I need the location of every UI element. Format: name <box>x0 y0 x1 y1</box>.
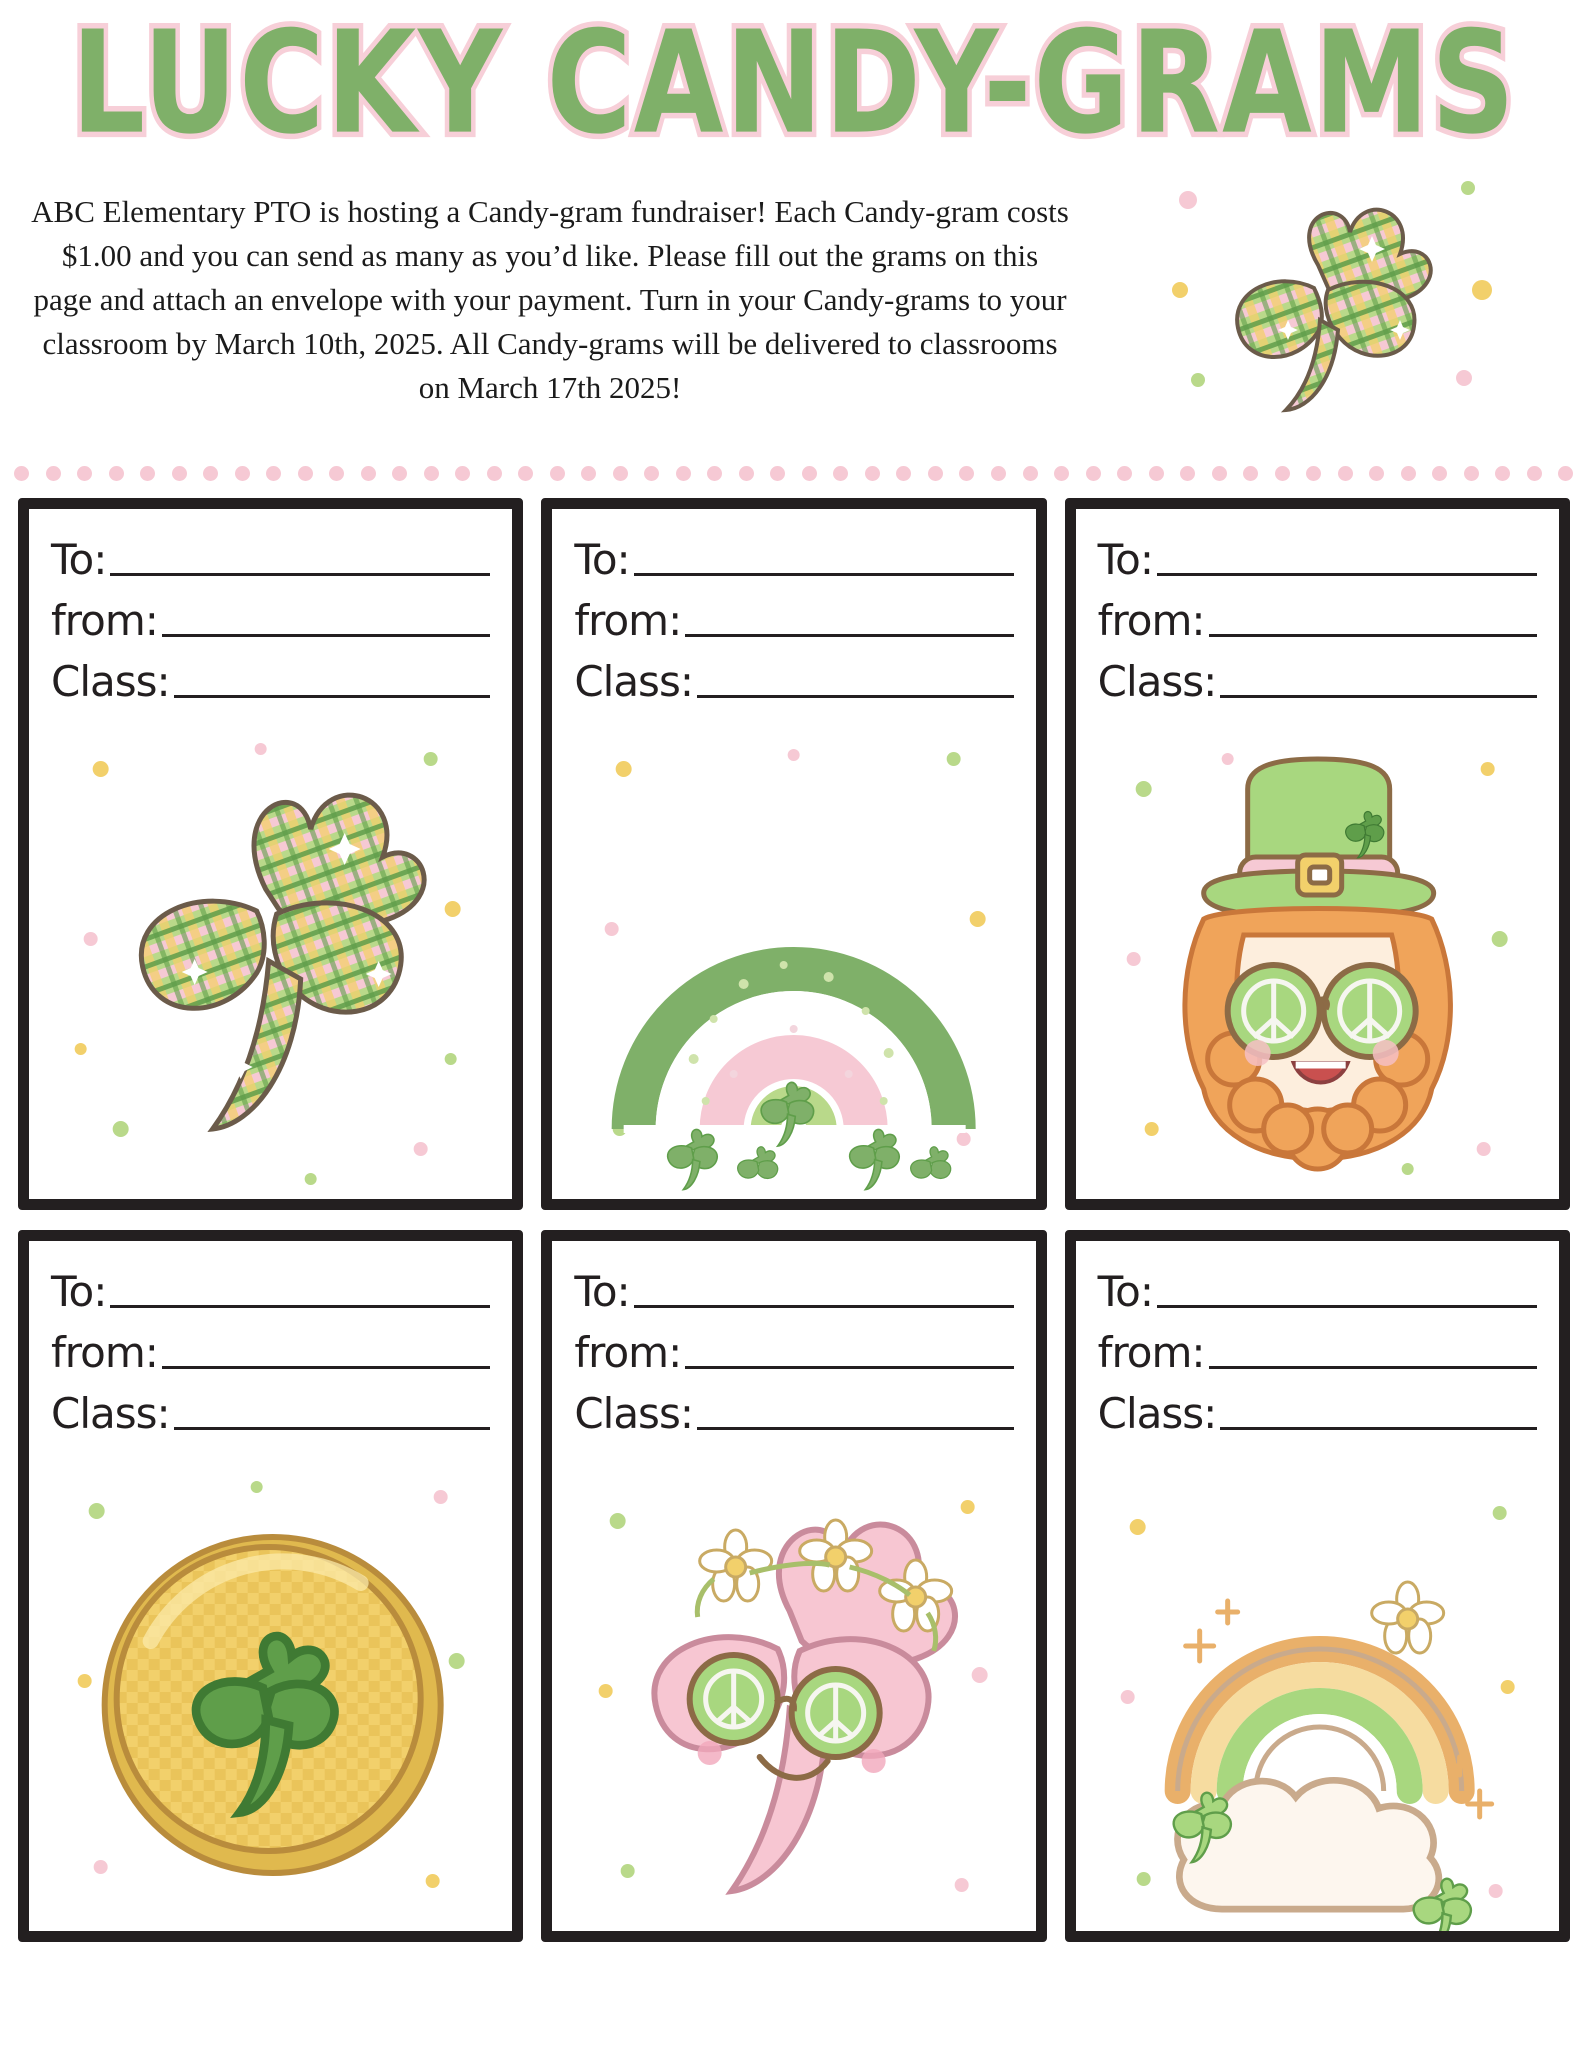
to-label: To: <box>1097 535 1154 584</box>
class-input-line[interactable] <box>1220 695 1537 698</box>
divider-dot <box>959 466 974 481</box>
card-fields <box>51 1267 490 1438</box>
candy-gram-card[interactable] <box>18 498 523 1210</box>
divider-dot <box>802 466 817 481</box>
class-input-line[interactable] <box>174 695 491 698</box>
from-label: from: <box>51 596 158 645</box>
class-input-line[interactable] <box>1220 1427 1537 1430</box>
divider-dot <box>676 466 691 481</box>
divider-dot <box>392 466 407 481</box>
to-label: To: <box>574 1267 630 1316</box>
divider-dot <box>1054 466 1069 481</box>
to-label: To: <box>51 535 107 584</box>
to-field-row[interactable] <box>1098 535 1537 584</box>
card-fields <box>51 535 490 706</box>
divider-dot <box>298 466 313 481</box>
class-field-row[interactable] <box>1098 1389 1537 1438</box>
page-title: LUCKY CANDY-GRAMS <box>71 1 1517 166</box>
from-label: from: <box>574 596 682 645</box>
divider-dot <box>1338 466 1353 481</box>
to-input-line[interactable] <box>110 1305 490 1308</box>
divider-dot <box>613 466 628 481</box>
divider-dot <box>991 466 1006 481</box>
from-input-line[interactable] <box>1209 1366 1537 1369</box>
from-label: from: <box>51 1328 158 1377</box>
candy-gram-card[interactable] <box>1065 498 1570 1210</box>
divider-dot <box>644 466 659 481</box>
gold-coin-clover-icon <box>29 1461 512 1931</box>
divider-dot <box>329 466 344 481</box>
to-input-line[interactable] <box>1157 573 1537 576</box>
class-input-line[interactable] <box>697 695 1014 698</box>
rainbow-cloud-icon <box>1076 1461 1559 1931</box>
class-field-row[interactable] <box>574 1389 1013 1438</box>
to-field-row[interactable] <box>51 1267 490 1316</box>
divider-dot <box>739 466 754 481</box>
class-field-row[interactable] <box>51 657 490 706</box>
candy-gram-card[interactable] <box>541 498 1046 1210</box>
divider-dot <box>518 466 533 481</box>
divider-dot <box>203 466 218 481</box>
class-field-row[interactable] <box>1098 657 1537 706</box>
divider-dot <box>172 466 187 481</box>
divider-dot <box>896 466 911 481</box>
divider-dot <box>140 466 155 481</box>
from-field-row[interactable] <box>574 1328 1013 1377</box>
divider-dot <box>361 466 376 481</box>
divider-dot <box>581 466 596 481</box>
divider-dot <box>1527 466 1542 481</box>
divider-dot <box>1275 466 1290 481</box>
leprechaun-face-icon <box>1076 729 1559 1199</box>
from-field-row[interactable] <box>574 596 1013 645</box>
divider-dot <box>833 466 848 481</box>
divider-dot <box>550 466 565 481</box>
divider-dot <box>266 466 281 481</box>
class-label: Class: <box>51 1389 170 1438</box>
class-label: Class: <box>1097 657 1217 706</box>
class-label: Class: <box>574 657 693 706</box>
from-field-row[interactable] <box>51 596 490 645</box>
class-label: Class: <box>51 657 170 706</box>
to-input-line[interactable] <box>110 573 490 576</box>
divider-dot <box>14 466 29 481</box>
to-field-row[interactable] <box>574 535 1013 584</box>
from-input-line[interactable] <box>162 1366 490 1369</box>
divider-dot <box>1306 466 1321 481</box>
to-field-row[interactable] <box>574 1267 1013 1316</box>
divider-dot <box>1117 466 1132 481</box>
intro-text: ABC Elementary PTO is hosting a Candy-gram fundraiser! Each Candy-gram costs $1.00 and you can send as many as you’d like. Please fill out the grams on this page and attach an envelope with your payment. Turn in your Candy-grams to your classroom by March 10th, 2025. All Candy-grams will be delivered to classrooms on March 17th 2025! <box>31 194 1069 406</box>
divider-dot <box>487 466 502 481</box>
divider-dot <box>1369 466 1384 481</box>
divider-dot <box>455 466 470 481</box>
to-input-line[interactable] <box>1157 1305 1537 1308</box>
card-fields <box>1098 535 1537 706</box>
class-input-line[interactable] <box>697 1427 1014 1430</box>
divider-dot <box>1464 466 1479 481</box>
divider-dot <box>1180 466 1195 481</box>
divider-dot <box>235 466 250 481</box>
dotted-divider <box>14 460 1574 486</box>
to-label: To: <box>1097 1267 1154 1316</box>
to-label: To: <box>574 535 630 584</box>
green-rainbow-clovers-icon <box>552 729 1035 1199</box>
to-field-row[interactable] <box>1098 1267 1537 1316</box>
plaid-shamrock-icon <box>1168 170 1498 440</box>
class-field-row[interactable] <box>51 1389 490 1438</box>
divider-dot <box>1149 466 1164 481</box>
divider-dot <box>770 466 785 481</box>
pink-clover-sunglasses-icon <box>552 1461 1035 1931</box>
from-label: from: <box>574 1328 682 1377</box>
divider-dot <box>46 466 61 481</box>
from-input-line[interactable] <box>1209 634 1537 637</box>
candy-gram-card-grid <box>0 486 1588 1958</box>
divider-dot <box>1243 466 1258 481</box>
class-field-row[interactable] <box>574 657 1013 706</box>
divider-dot <box>707 466 722 481</box>
from-label: from: <box>1097 596 1205 645</box>
to-input-line[interactable] <box>634 573 1014 576</box>
divider-dot <box>865 466 880 481</box>
plaid-shamrock-icon <box>29 729 512 1199</box>
divider-dot <box>1086 466 1101 481</box>
card-fields <box>574 1267 1013 1438</box>
intro-section <box>0 170 1588 460</box>
from-input-line[interactable] <box>685 1366 1013 1369</box>
to-label: To: <box>51 1267 107 1316</box>
candy-gram-card[interactable] <box>18 1230 523 1942</box>
to-field-row[interactable] <box>51 535 490 584</box>
page-header <box>0 0 1588 170</box>
divider-dot <box>1023 466 1038 481</box>
class-input-line[interactable] <box>174 1427 491 1430</box>
divider-dot <box>1558 466 1573 481</box>
candy-gram-card[interactable] <box>541 1230 1046 1942</box>
card-fields <box>574 535 1013 706</box>
from-label: from: <box>1097 1328 1205 1377</box>
from-field-row[interactable] <box>51 1328 490 1377</box>
divider-dot <box>77 466 92 481</box>
class-label: Class: <box>1097 1389 1217 1438</box>
divider-dot <box>1432 466 1447 481</box>
divider-dot <box>1401 466 1416 481</box>
from-field-row[interactable] <box>1098 596 1537 645</box>
from-input-line[interactable] <box>162 634 490 637</box>
card-fields <box>1098 1267 1537 1438</box>
from-input-line[interactable] <box>685 634 1013 637</box>
from-field-row[interactable] <box>1098 1328 1537 1377</box>
divider-dot <box>109 466 124 481</box>
class-label: Class: <box>574 1389 693 1438</box>
divider-dot <box>424 466 439 481</box>
divider-dot <box>1495 466 1510 481</box>
divider-dot <box>1212 466 1227 481</box>
to-input-line[interactable] <box>634 1305 1014 1308</box>
divider-dot <box>928 466 943 481</box>
candy-gram-card[interactable] <box>1065 1230 1570 1942</box>
